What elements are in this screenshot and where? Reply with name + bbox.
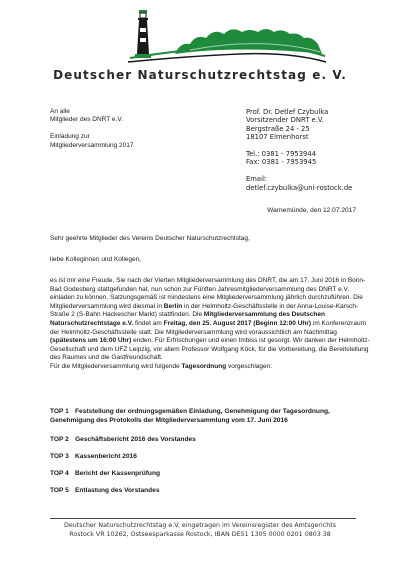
agenda-number: TOP 3 xyxy=(50,453,69,460)
agenda-text: Kassenbericht 2016 xyxy=(75,453,137,460)
recipient-line1: An alle xyxy=(50,108,70,115)
sender-city: 18107 Elmenhorst xyxy=(246,133,309,142)
logo xyxy=(120,6,330,68)
recipient-block xyxy=(50,108,133,150)
agenda-item xyxy=(50,487,370,496)
body-text: findet am xyxy=(133,319,164,327)
lighthouse-icon xyxy=(135,10,151,58)
sender-role: Vorsitzender DNRT e.V. xyxy=(246,116,324,125)
sender-email[interactable]: detlef.czybulka@uni-rostock.de xyxy=(246,183,353,192)
body-bold-meeting: Mitgliederversammlung des Deutschen Naturschutzrechtstage e.V. xyxy=(50,311,325,327)
greeting-1: Sehr geehrte Mitglieder des Vereins Deutscher Naturschutzrechtstag, xyxy=(50,235,250,242)
body-text: vorgeschlagen: xyxy=(226,362,273,370)
sender-street: Bergstraße 24 - 25 xyxy=(246,124,310,133)
body-text: enden. Für Erfrischungen und einen Imbiss ist gesorgt. Wir danken der Helmholtz-Gesellschaft und dem UFZ Leipzig, vor allem Professor Wolfgang Köck, für die Vorbereitung, die Bereitstellung des Raumes und die Gastfreundschaft. xyxy=(50,337,370,362)
body-text: Für die Mitgliederversammlung wird folgende xyxy=(50,362,182,370)
sender-email-label: Email: xyxy=(246,175,268,184)
agenda-item xyxy=(50,470,370,479)
agenda-text-2: Genehmigung des Protokolls der Mitgliederversammlung vom 17. Juni 2016 xyxy=(50,416,288,424)
body-text: es ist mir eine Freude, Sie nach der Vierten Mitgliederversammlung des DNRT, die am 17. Juni 2016 in Bonn-Bad Godesberg stattgefunden hat, nun schon zur Fünften Jahresmitgliederversammlung des DNRT e.V. einladen zu können. Satzungsgemäß ist mindestens eine Mitgliederversammlung jährlich durchzuführen. Die Mitgliederversammlung wird diesmal in xyxy=(50,277,366,310)
body-bold-berlin: Berlin xyxy=(163,302,183,310)
footer-divider xyxy=(50,518,356,519)
subject-line2: Mitgliederversammlung 2017 xyxy=(50,141,134,149)
agenda-item xyxy=(50,408,370,426)
agenda-number: TOP 4 xyxy=(50,470,69,477)
recipient-line2: Mitglieder des DNRT e.V. xyxy=(50,116,123,124)
body-paragraph xyxy=(50,277,370,372)
agenda-number: TOP 1 xyxy=(50,408,69,415)
agenda-text: Entlastung des Vorstandes xyxy=(75,487,160,494)
agenda-text: Feststellung der ordnungsgemäßen Einladung, Genehmigung der Tagesordnung, xyxy=(75,408,330,415)
footer-line-1: Deutscher Naturschutzrechtstag e.V. eingetragen im Vereinsregister des Amtsgerichts xyxy=(64,522,336,529)
sender-name: Prof. Dr. Detlef Czybulka xyxy=(246,108,329,116)
org-title: Deutscher Naturschutzrechtstag e. V. xyxy=(53,68,347,82)
date-line: Warnemünde, den 12.07.2017 xyxy=(267,207,356,214)
body-bold-agenda: Tagesordnung xyxy=(181,362,227,370)
agenda-number: TOP 5 xyxy=(50,487,69,494)
body-bold-date: Freitag, den 25. August 2017 (Beginn 12:00 Uhr) xyxy=(163,319,312,327)
greeting-2: liebe Kolleginnen und Kollegen, xyxy=(50,256,142,263)
body-bold-end: (spätestens um 16:00 Uhr) xyxy=(50,337,132,345)
subject-line1: Einladung zur xyxy=(50,133,90,141)
body-text: im Konferenzraum der Helmholtz-Geschäftsstelle statt. Die Mitgliederversammlung wird voraussichtlich am Nachmittag xyxy=(50,319,366,336)
sender-fax: Fax: 0381 - 7953945 xyxy=(246,158,317,167)
agenda-text: Geschäftsbericht 2016 des Vorstandes xyxy=(75,436,196,443)
agenda-number: TOP 2 xyxy=(50,436,69,443)
sender-tel: Tel.: 0381 - 7953944 xyxy=(246,150,317,159)
body-text: in der Helmholtz-Geschäftsstelle in der Anna-Louise-Karsch-Straße 2 (S-Bahn Hackescher Markt) stattfinden. Die xyxy=(50,302,359,319)
footer xyxy=(0,521,400,539)
agenda-text: Bericht der Kassenprüfung xyxy=(75,470,161,477)
sender-block xyxy=(246,108,352,192)
agenda-item xyxy=(50,436,370,445)
agenda-item xyxy=(50,453,370,462)
footer-line-2: Rostock VR 10262, Ostseesparkasse Rostock, IBAN DE51 1305 0000 0201 0803 38 xyxy=(69,531,331,538)
